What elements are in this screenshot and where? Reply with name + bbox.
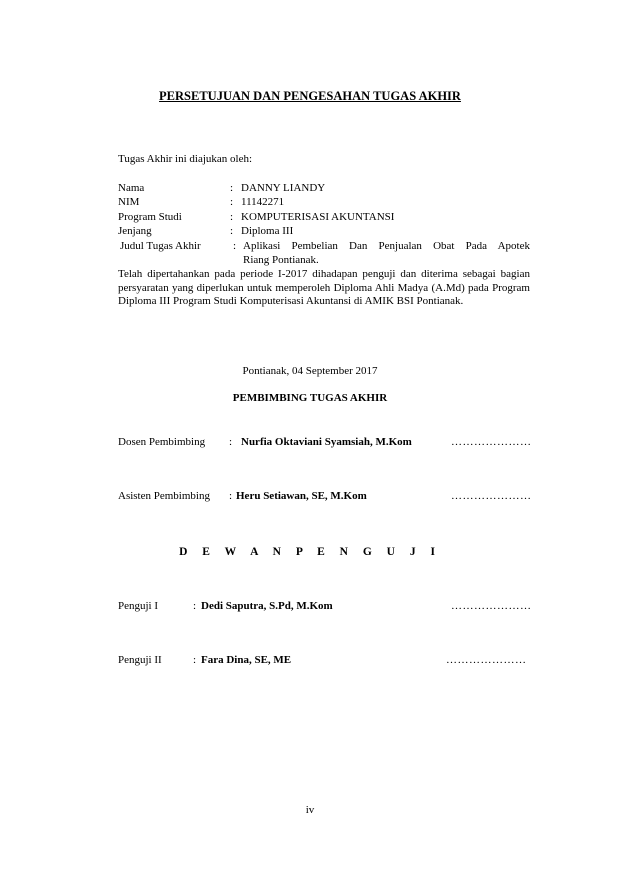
pembimbing-heading: PEMBIMBING TUGAS AKHIR xyxy=(232,392,388,404)
identity-value-judul: Aplikasi Pembelian Dan Penjualan Obat Pada Apotek xyxy=(243,240,530,252)
penguji-colon: : xyxy=(193,600,197,612)
place-date: Pontianak, 04 September 2017 xyxy=(242,365,378,377)
penguji-label: Penguji II xyxy=(118,654,162,666)
penguji-name: Dedi Saputra, S.Pd, M.Kom xyxy=(201,600,333,612)
approval-paragraph: Telah dipertahankan pada periode I-2017 dihadapan penguji dan diterima sebagai bagian persyaratan yang diperlukan untuk memperoleh Diploma Ahli Madya (A.Md) pada Program Diploma III Program Studi Komputerisasi Akuntansi di AMIK BSI Pontianak. xyxy=(118,268,530,308)
signature-line: ………………… xyxy=(451,490,532,502)
identity-label-judul: Judul Tugas Akhir xyxy=(120,240,201,252)
identity-label-jenjang: Jenjang xyxy=(118,225,152,237)
identity-colon: : xyxy=(230,211,234,223)
identity-colon: : xyxy=(230,182,234,194)
intro-text: Tugas Akhir ini diajukan oleh: xyxy=(118,153,253,165)
pembimbing-name: Nurfia Oktaviani Syamsiah, M.Kom xyxy=(241,436,412,448)
identity-colon: : xyxy=(230,196,234,208)
identity-label-program-studi: Program Studi xyxy=(118,211,182,223)
penguji-colon: : xyxy=(193,654,197,666)
identity-value-jenjang: Diploma III xyxy=(241,225,294,237)
identity-value-program-studi: KOMPUTERISASI AKUNTANSI xyxy=(241,211,395,223)
identity-value-judul-line2: Riang Pontianak. xyxy=(243,254,319,266)
identity-value-nama: DANNY LIANDY xyxy=(241,182,326,194)
signature-line: ………………… xyxy=(451,600,532,612)
page-number: iv xyxy=(305,804,315,816)
penguji-name: Fara Dina, SE, ME xyxy=(201,654,292,666)
dewan-penguji-heading: D E W A N P E N G U J I xyxy=(179,546,441,558)
pembimbing-colon: : xyxy=(229,490,233,502)
pembimbing-label: Asisten Pembimbing xyxy=(118,490,210,502)
penguji-label: Penguji I xyxy=(118,600,159,612)
pembimbing-name: Heru Setiawan, SE, M.Kom xyxy=(236,490,367,502)
page-title: PERSETUJUAN DAN PENGESAHAN TUGAS AKHIR xyxy=(159,89,461,103)
identity-label-nama: Nama xyxy=(118,182,145,194)
signature-line: ………………… xyxy=(451,436,532,448)
signature-line: ………………… xyxy=(446,654,527,666)
pembimbing-label: Dosen Pembimbing xyxy=(118,436,206,448)
identity-colon: : xyxy=(233,240,237,252)
identity-label-nim: NIM xyxy=(118,196,140,208)
identity-value-nim: 11142271 xyxy=(241,196,285,208)
identity-colon: : xyxy=(230,225,234,237)
pembimbing-colon: : xyxy=(229,436,233,448)
